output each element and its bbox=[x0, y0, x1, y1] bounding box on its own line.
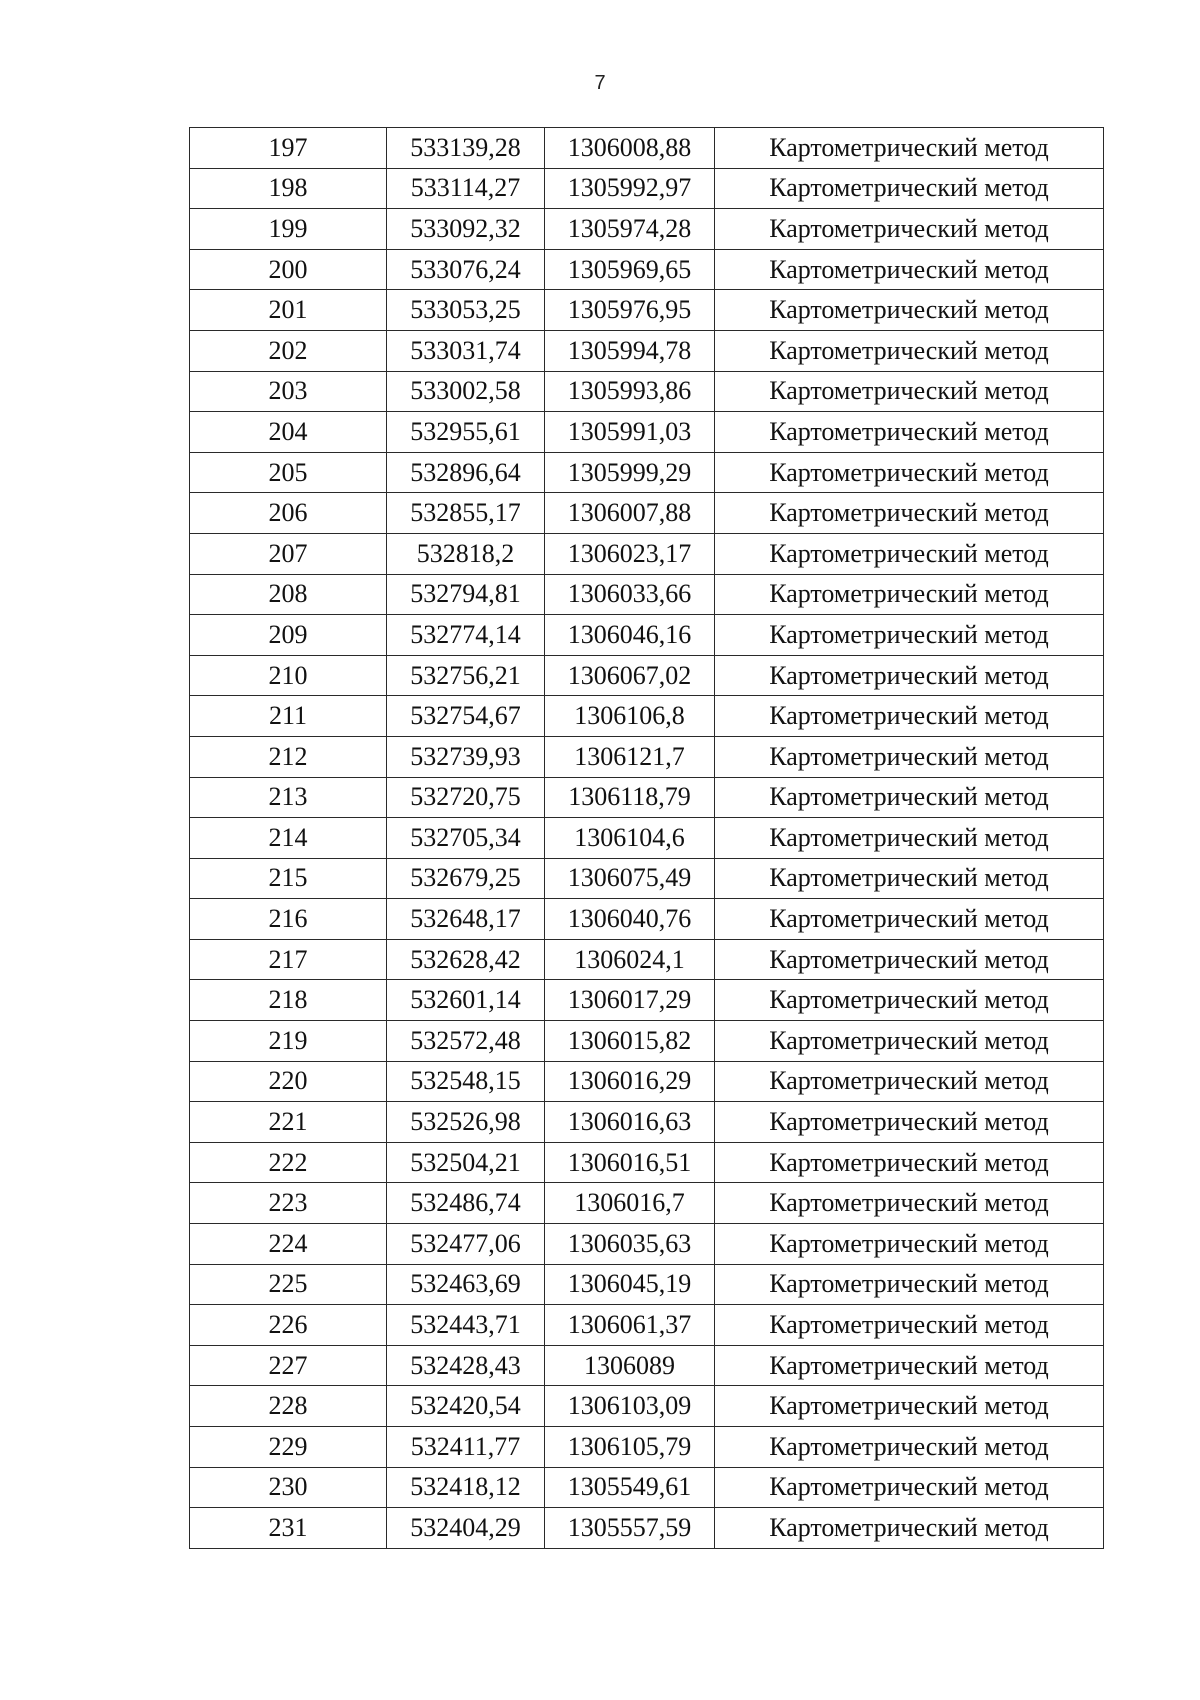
table-row bbox=[190, 209, 1104, 250]
method-cell: Картометрический метод bbox=[715, 1142, 1104, 1183]
table-row bbox=[190, 1183, 1104, 1224]
table-row bbox=[190, 615, 1104, 656]
table-row bbox=[190, 858, 1104, 899]
table-row bbox=[190, 1427, 1104, 1468]
table-row bbox=[190, 493, 1104, 534]
point-number-cell: 214 bbox=[190, 818, 387, 859]
point-number-cell: 210 bbox=[190, 655, 387, 696]
method-cell: Картометрический метод bbox=[715, 777, 1104, 818]
point-number-cell: 222 bbox=[190, 1142, 387, 1183]
x-coordinate-cell: 533114,27 bbox=[387, 168, 545, 209]
table-row bbox=[190, 249, 1104, 290]
y-coordinate-cell: 1306040,76 bbox=[545, 899, 715, 940]
x-coordinate-cell: 532418,12 bbox=[387, 1467, 545, 1508]
point-number-cell: 229 bbox=[190, 1427, 387, 1468]
table-row bbox=[190, 736, 1104, 777]
x-coordinate-cell: 533092,32 bbox=[387, 209, 545, 250]
table-row bbox=[190, 1508, 1104, 1549]
point-number-cell: 205 bbox=[190, 452, 387, 493]
x-coordinate-cell: 533053,25 bbox=[387, 290, 545, 331]
table-row bbox=[190, 290, 1104, 331]
table-row bbox=[190, 574, 1104, 615]
method-cell: Картометрический метод bbox=[715, 615, 1104, 656]
method-cell: Картометрический метод bbox=[715, 1021, 1104, 1062]
y-coordinate-cell: 1306106,8 bbox=[545, 696, 715, 737]
x-coordinate-cell: 532548,15 bbox=[387, 1061, 545, 1102]
point-number-cell: 200 bbox=[190, 249, 387, 290]
table-row bbox=[190, 696, 1104, 737]
point-number-cell: 208 bbox=[190, 574, 387, 615]
x-coordinate-cell: 532486,74 bbox=[387, 1183, 545, 1224]
point-number-cell: 197 bbox=[190, 128, 387, 169]
x-coordinate-cell: 532774,14 bbox=[387, 615, 545, 656]
point-number-cell: 221 bbox=[190, 1102, 387, 1143]
x-coordinate-cell: 532855,17 bbox=[387, 493, 545, 534]
point-number-cell: 230 bbox=[190, 1467, 387, 1508]
table-row bbox=[190, 1386, 1104, 1427]
method-cell: Картометрический метод bbox=[715, 1386, 1104, 1427]
point-number-cell: 219 bbox=[190, 1021, 387, 1062]
y-coordinate-cell: 1306075,49 bbox=[545, 858, 715, 899]
y-coordinate-cell: 1305991,03 bbox=[545, 412, 715, 453]
x-coordinate-cell: 532411,77 bbox=[387, 1427, 545, 1468]
x-coordinate-cell: 532739,93 bbox=[387, 736, 545, 777]
point-number-cell: 224 bbox=[190, 1224, 387, 1265]
point-number-cell: 217 bbox=[190, 939, 387, 980]
x-coordinate-cell: 532720,75 bbox=[387, 777, 545, 818]
method-cell: Картометрический метод bbox=[715, 533, 1104, 574]
method-cell: Картометрический метод bbox=[715, 1345, 1104, 1386]
method-cell: Картометрический метод bbox=[715, 249, 1104, 290]
point-number-cell: 207 bbox=[190, 533, 387, 574]
point-number-cell: 223 bbox=[190, 1183, 387, 1224]
x-coordinate-cell: 532404,29 bbox=[387, 1508, 545, 1549]
y-coordinate-cell: 1306103,09 bbox=[545, 1386, 715, 1427]
y-coordinate-cell: 1306045,19 bbox=[545, 1264, 715, 1305]
y-coordinate-cell: 1306121,7 bbox=[545, 736, 715, 777]
table-row bbox=[190, 818, 1104, 859]
method-cell: Картометрический метод bbox=[715, 412, 1104, 453]
table-row bbox=[190, 168, 1104, 209]
method-cell: Картометрический метод bbox=[715, 371, 1104, 412]
point-number-cell: 212 bbox=[190, 736, 387, 777]
x-coordinate-cell: 532443,71 bbox=[387, 1305, 545, 1346]
x-coordinate-cell: 533076,24 bbox=[387, 249, 545, 290]
y-coordinate-cell: 1306089 bbox=[545, 1345, 715, 1386]
table-row bbox=[190, 939, 1104, 980]
x-coordinate-cell: 532463,69 bbox=[387, 1264, 545, 1305]
point-number-cell: 211 bbox=[190, 696, 387, 737]
y-coordinate-cell: 1305994,78 bbox=[545, 330, 715, 371]
point-number-cell: 201 bbox=[190, 290, 387, 331]
table-row bbox=[190, 1467, 1104, 1508]
y-coordinate-cell: 1305999,29 bbox=[545, 452, 715, 493]
x-coordinate-cell: 532756,21 bbox=[387, 655, 545, 696]
method-cell: Картометрический метод bbox=[715, 452, 1104, 493]
y-coordinate-cell: 1306067,02 bbox=[545, 655, 715, 696]
y-coordinate-cell: 1306017,29 bbox=[545, 980, 715, 1021]
table-row bbox=[190, 1142, 1104, 1183]
point-number-cell: 225 bbox=[190, 1264, 387, 1305]
table-row bbox=[190, 452, 1104, 493]
method-cell: Картометрический метод bbox=[715, 574, 1104, 615]
table-row bbox=[190, 899, 1104, 940]
y-coordinate-cell: 1306016,51 bbox=[545, 1142, 715, 1183]
method-cell: Картометрический метод bbox=[715, 1508, 1104, 1549]
point-number-cell: 204 bbox=[190, 412, 387, 453]
point-number-cell: 202 bbox=[190, 330, 387, 371]
y-coordinate-cell: 1305974,28 bbox=[545, 209, 715, 250]
method-cell: Картометрический метод bbox=[715, 858, 1104, 899]
x-coordinate-cell: 532477,06 bbox=[387, 1224, 545, 1265]
table-row bbox=[190, 655, 1104, 696]
y-coordinate-cell: 1306008,88 bbox=[545, 128, 715, 169]
point-number-cell: 215 bbox=[190, 858, 387, 899]
x-coordinate-cell: 532705,34 bbox=[387, 818, 545, 859]
x-coordinate-cell: 532428,43 bbox=[387, 1345, 545, 1386]
table-row bbox=[190, 1021, 1104, 1062]
method-cell: Картометрический метод bbox=[715, 655, 1104, 696]
x-coordinate-cell: 533002,58 bbox=[387, 371, 545, 412]
y-coordinate-cell: 1306035,63 bbox=[545, 1224, 715, 1265]
method-cell: Картометрический метод bbox=[715, 939, 1104, 980]
table-row bbox=[190, 980, 1104, 1021]
method-cell: Картометрический метод bbox=[715, 818, 1104, 859]
method-cell: Картометрический метод bbox=[715, 1224, 1104, 1265]
y-coordinate-cell: 1306016,63 bbox=[545, 1102, 715, 1143]
x-coordinate-cell: 532818,2 bbox=[387, 533, 545, 574]
y-coordinate-cell: 1306016,29 bbox=[545, 1061, 715, 1102]
point-number-cell: 231 bbox=[190, 1508, 387, 1549]
page-number: 7 bbox=[594, 72, 606, 94]
y-coordinate-cell: 1305993,86 bbox=[545, 371, 715, 412]
table-row bbox=[190, 128, 1104, 169]
point-number-cell: 203 bbox=[190, 371, 387, 412]
x-coordinate-cell: 532601,14 bbox=[387, 980, 545, 1021]
method-cell: Картометрический метод bbox=[715, 128, 1104, 169]
point-number-cell: 216 bbox=[190, 899, 387, 940]
method-cell: Картометрический метод bbox=[715, 330, 1104, 371]
method-cell: Картометрический метод bbox=[715, 168, 1104, 209]
table-row bbox=[190, 330, 1104, 371]
table-row bbox=[190, 1102, 1104, 1143]
x-coordinate-cell: 532504,21 bbox=[387, 1142, 545, 1183]
y-coordinate-cell: 1305557,59 bbox=[545, 1508, 715, 1549]
point-number-cell: 220 bbox=[190, 1061, 387, 1102]
table-row bbox=[190, 1345, 1104, 1386]
x-coordinate-cell: 532526,98 bbox=[387, 1102, 545, 1143]
point-number-cell: 209 bbox=[190, 615, 387, 656]
y-coordinate-cell: 1306024,1 bbox=[545, 939, 715, 980]
table-row bbox=[190, 777, 1104, 818]
method-cell: Картометрический метод bbox=[715, 736, 1104, 777]
method-cell: Картометрический метод bbox=[715, 899, 1104, 940]
x-coordinate-cell: 532896,64 bbox=[387, 452, 545, 493]
y-coordinate-cell: 1305969,65 bbox=[545, 249, 715, 290]
method-cell: Картометрический метод bbox=[715, 1183, 1104, 1224]
point-number-cell: 198 bbox=[190, 168, 387, 209]
x-coordinate-cell: 532420,54 bbox=[387, 1386, 545, 1427]
y-coordinate-cell: 1306023,17 bbox=[545, 533, 715, 574]
method-cell: Картометрический метод bbox=[715, 980, 1104, 1021]
x-coordinate-cell: 532794,81 bbox=[387, 574, 545, 615]
point-number-cell: 226 bbox=[190, 1305, 387, 1346]
point-number-cell: 199 bbox=[190, 209, 387, 250]
point-number-cell: 227 bbox=[190, 1345, 387, 1386]
x-coordinate-cell: 533139,28 bbox=[387, 128, 545, 169]
point-number-cell: 228 bbox=[190, 1386, 387, 1427]
method-cell: Картометрический метод bbox=[715, 1467, 1104, 1508]
method-cell: Картометрический метод bbox=[715, 209, 1104, 250]
table-row bbox=[190, 1305, 1104, 1346]
x-coordinate-cell: 532679,25 bbox=[387, 858, 545, 899]
x-coordinate-cell: 532754,67 bbox=[387, 696, 545, 737]
y-coordinate-cell: 1306118,79 bbox=[545, 777, 715, 818]
method-cell: Картометрический метод bbox=[715, 290, 1104, 331]
table-row bbox=[190, 1264, 1104, 1305]
x-coordinate-cell: 532572,48 bbox=[387, 1021, 545, 1062]
y-coordinate-cell: 1306105,79 bbox=[545, 1427, 715, 1468]
x-coordinate-cell: 532955,61 bbox=[387, 412, 545, 453]
table-row bbox=[190, 371, 1104, 412]
x-coordinate-cell: 533031,74 bbox=[387, 330, 545, 371]
method-cell: Картометрический метод bbox=[715, 696, 1104, 737]
method-cell: Картометрический метод bbox=[715, 493, 1104, 534]
method-cell: Картометрический метод bbox=[715, 1102, 1104, 1143]
y-coordinate-cell: 1306007,88 bbox=[545, 493, 715, 534]
method-cell: Картометрический метод bbox=[715, 1061, 1104, 1102]
x-coordinate-cell: 532648,17 bbox=[387, 899, 545, 940]
point-number-cell: 218 bbox=[190, 980, 387, 1021]
y-coordinate-cell: 1306015,82 bbox=[545, 1021, 715, 1062]
y-coordinate-cell: 1306016,7 bbox=[545, 1183, 715, 1224]
method-cell: Картометрический метод bbox=[715, 1427, 1104, 1468]
method-cell: Картометрический метод bbox=[715, 1305, 1104, 1346]
point-number-cell: 213 bbox=[190, 777, 387, 818]
y-coordinate-cell: 1306061,37 bbox=[545, 1305, 715, 1346]
method-cell: Картометрический метод bbox=[715, 1264, 1104, 1305]
point-number-cell: 206 bbox=[190, 493, 387, 534]
y-coordinate-cell: 1305976,95 bbox=[545, 290, 715, 331]
coordinates-table bbox=[189, 127, 1104, 1549]
y-coordinate-cell: 1306046,16 bbox=[545, 615, 715, 656]
table-row bbox=[190, 533, 1104, 574]
table-row bbox=[190, 412, 1104, 453]
table-row bbox=[190, 1224, 1104, 1265]
y-coordinate-cell: 1305992,97 bbox=[545, 168, 715, 209]
y-coordinate-cell: 1305549,61 bbox=[545, 1467, 715, 1508]
y-coordinate-cell: 1306033,66 bbox=[545, 574, 715, 615]
x-coordinate-cell: 532628,42 bbox=[387, 939, 545, 980]
table-row bbox=[190, 1061, 1104, 1102]
coordinates-table-body bbox=[190, 128, 1104, 1549]
y-coordinate-cell: 1306104,6 bbox=[545, 818, 715, 859]
